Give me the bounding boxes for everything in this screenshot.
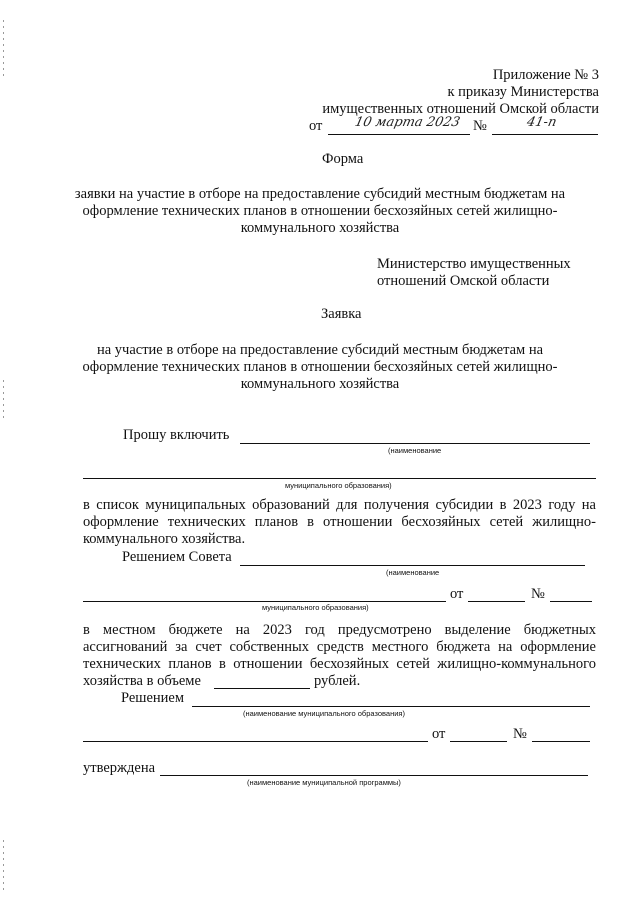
para2-line-1: в местном бюджете на 2023 год предусмотрено выделение бюджетных bbox=[83, 622, 596, 638]
decision-number-field[interactable] bbox=[532, 741, 590, 742]
appendix-label: Приложение № 3 bbox=[492, 67, 599, 83]
form-title: Форма bbox=[322, 151, 364, 167]
council-number-label: № bbox=[531, 586, 545, 602]
order-date-line bbox=[328, 134, 470, 135]
scan-edge-mark bbox=[3, 840, 4, 890]
application-subtitle-line-1: на участие в отборе на предоставление субсидий местным бюджетам на bbox=[96, 342, 544, 358]
form-subtitle-line-2: оформление технических планов в отношении бесхозяйных сетей жилищно- bbox=[82, 203, 558, 219]
council-number-field[interactable] bbox=[550, 601, 592, 602]
budget-amount-field[interactable] bbox=[214, 688, 310, 689]
para1-line-3: коммунального хозяйства. bbox=[83, 531, 246, 547]
hint-municipality-2: муниципального образования) bbox=[262, 603, 369, 612]
form-subtitle-line-1: заявки на участие в отборе на предоставление субсидий местным бюджетам на bbox=[74, 186, 566, 202]
hint-name: (наименование bbox=[388, 446, 442, 455]
program-name-field[interactable] bbox=[160, 775, 588, 776]
application-title: Заявка bbox=[321, 306, 362, 322]
approved-label: утверждена bbox=[83, 760, 156, 776]
order-number-line bbox=[492, 134, 598, 135]
para2-line-4b: рублей. bbox=[314, 673, 361, 689]
application-subtitle-line-3: коммунального хозяйства bbox=[240, 376, 400, 392]
council-date-label: от bbox=[450, 586, 464, 602]
hint-municipality: муниципального образования) bbox=[285, 481, 392, 490]
request-label: Прошу включить bbox=[123, 427, 230, 443]
council-label: Решением Совета bbox=[122, 549, 232, 565]
municipality-name-field[interactable] bbox=[240, 443, 590, 444]
order-date-handwritten: 10 марта 2023 bbox=[353, 115, 462, 130]
hint-program: (наименование муниципальной программы) bbox=[247, 778, 401, 787]
form-subtitle-line-3: коммунального хозяйства bbox=[240, 220, 400, 236]
decision-name-field[interactable] bbox=[192, 706, 590, 707]
ministry-name: имущественных отношений Омской области bbox=[322, 101, 599, 117]
order-number-handwritten: 41-п bbox=[525, 115, 558, 130]
council-name-field[interactable] bbox=[240, 565, 585, 566]
hint-name-2: (наименование bbox=[386, 568, 440, 577]
order-ref-label: к приказу Министерства bbox=[447, 84, 599, 100]
para2-line-3: технических планов в отношении бесхозяйных сетей жилищно-коммунального bbox=[83, 656, 596, 672]
addressee-line-2: отношений Омской области bbox=[377, 273, 550, 289]
decision-date-field[interactable] bbox=[450, 741, 507, 742]
council-municipality-field[interactable] bbox=[83, 601, 446, 602]
para2-line-2: ассигнований за счет собственных средств местного бюджета на оформление bbox=[83, 639, 596, 655]
para1-line-2: оформление технических планов в отношении бесхозяйных сетей жилищно- bbox=[83, 514, 596, 530]
order-number-label: № bbox=[473, 118, 487, 134]
decision-municipality-field[interactable] bbox=[83, 741, 428, 742]
hint-municipality-name: (наименование муниципального образования) bbox=[243, 709, 405, 718]
para2-line-4a: хозяйства в объеме bbox=[83, 673, 201, 689]
addressee-line-1: Министерство имущественных bbox=[377, 256, 571, 272]
scan-edge-mark bbox=[3, 20, 4, 80]
decision-date-label: от bbox=[432, 726, 446, 742]
para1-line-1: в список муниципальных образований для получения субсидии в 2023 году на bbox=[83, 497, 596, 513]
scan-edge-mark bbox=[3, 380, 4, 420]
decision-label: Решением bbox=[121, 690, 185, 706]
application-subtitle-line-2: оформление технических планов в отношении бесхозяйных сетей жилищно- bbox=[82, 359, 558, 375]
order-date-label: от bbox=[309, 118, 323, 134]
municipality-name-field-2[interactable] bbox=[83, 478, 596, 479]
decision-number-label: № bbox=[513, 726, 527, 742]
council-date-field[interactable] bbox=[468, 601, 525, 602]
